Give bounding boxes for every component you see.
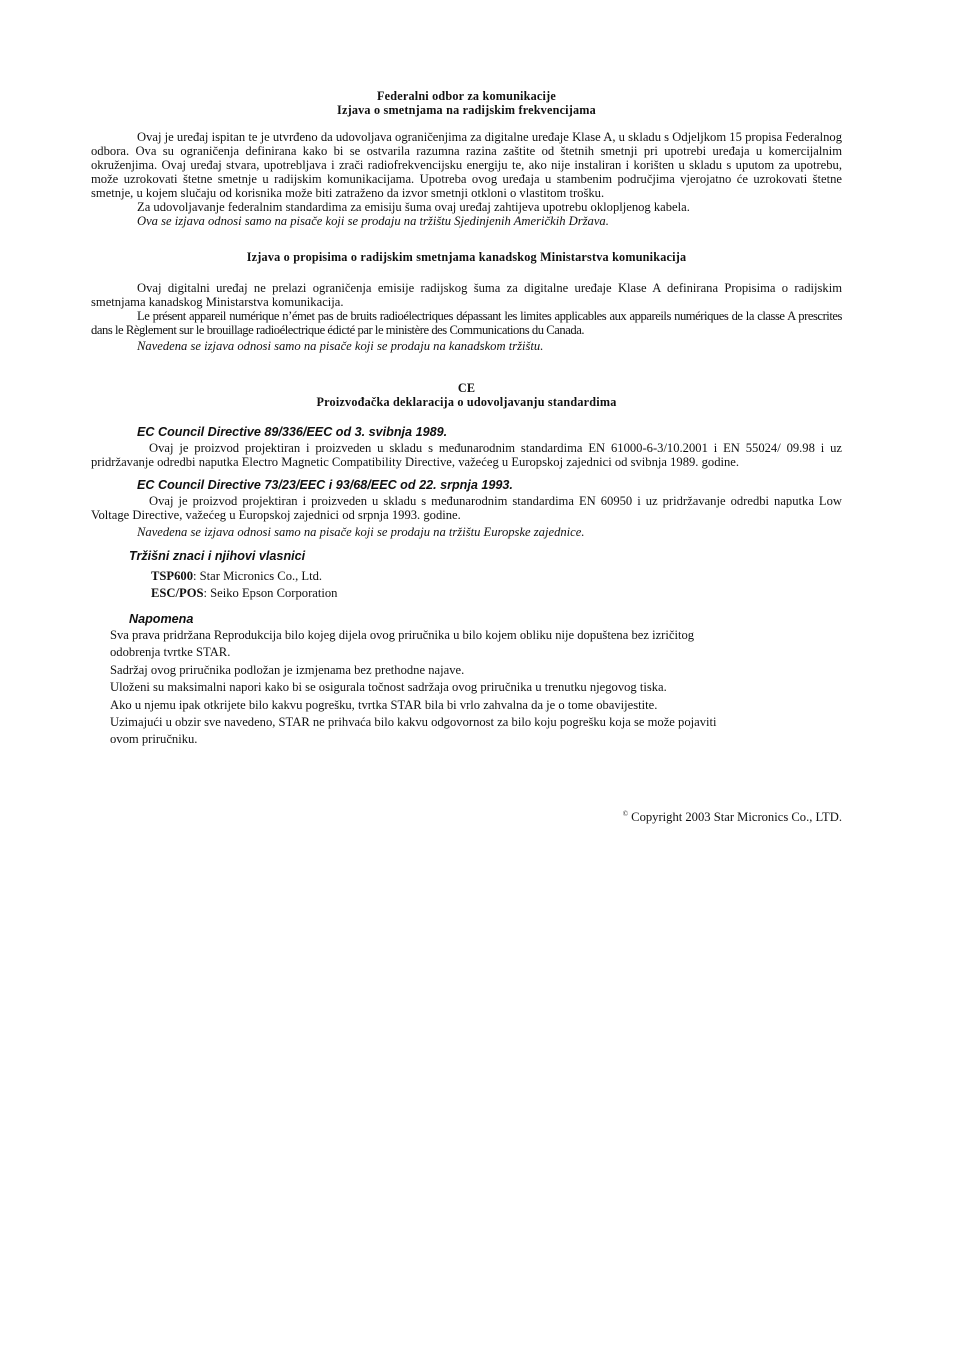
directive-1-text: Ovaj je proizvod projektiran i proizveden u skladu s međunarodnim standardima EN 61000-6-3/10.2001 i EN 55024/ 09.98 i uz pridržavanje odredbi naputka Electro Magnetic Compatibility Directive, važećeg u Europskoj zajednici od svibnja 1989. godine. [91, 441, 842, 469]
fcc-note: Ova se izjava odnosi samo na pisače koji se prodaju na tržištu Sjedinjenih Američkih Država. [137, 214, 609, 228]
fcc-paragraph-2: Za udovoljavanje federalnim standardima za emisiju šuma ovaj uređaj zahtijeva upotrebu oklopljenog kabela. [137, 200, 690, 214]
trademarks-title: Tržišni znaci i njihovi vlasnici [129, 549, 306, 563]
notice-line: ovom priručniku. [110, 732, 198, 747]
notice-body [91, 627, 842, 749]
trademark-owner: : Seiko Epson Corporation [203, 586, 338, 600]
notice-line: Uzimajući u obzir sve navedeno, STAR ne prihvaća bilo kakvu odgovornost za bilo koju pogrešku koja se može pojaviti [110, 715, 717, 730]
notice-line: Ako u njemu ipak otkrijete bilo kakvu pogrešku, tvrtka STAR bila bi vrlo zahvalna da je o tome obavijestite. [110, 697, 658, 712]
copyright-text: Copyright 2003 Star Micronics Co., LTD. [628, 809, 842, 824]
canada-paragraph-2: Le présent appareil numérique n’émet pas de bruits radioélectriques dépassant les limites applicables aux appareils numériques de la classe A prescrites dans le Règlement sur le brouillage radioélectrique édicté par le ministère des Communications du Canada. [91, 309, 842, 337]
fcc-title-line1: Federalni odbor za komunikacije [377, 89, 556, 103]
notice-line: Sva prava pridržana Reprodukcija bilo kojeg dijela ovog priručnika u bilo kojem obliku nije dopuštena bez izričitog [110, 628, 695, 642]
directive-2-text: Ovaj je proizvod projektiran i proizveden u skladu s međunarodnim standardima EN 60950 i uz pridržavanje odredbi naputka Low Voltage Directive, važećeg u Europskoj zajednici od srpnja 1993. godine. [91, 494, 842, 522]
trademark-item-2 [91, 585, 842, 602]
ce-note: Navedena se izjava odnosi samo na pisače koji se prodaju na tržištu Europske zajednice. [137, 525, 585, 539]
copyright-symbol: © [622, 809, 629, 818]
ce-title-line1: CE [457, 381, 476, 395]
canada-title: Izjava o propisima o radijskim smetnjama kanadskog Ministarstva komunikacija [246, 250, 687, 264]
trademark-item-1 [91, 568, 842, 585]
directive-2-title: EC Council Directive 73/23/EEC i 93/68/EEC od 22. srpnja 1993. [137, 478, 513, 492]
copyright-notice [91, 807, 842, 824]
notice-title: Napomena [129, 612, 194, 626]
canada-note: Navedena se izjava odnosi samo na pisače koji se prodaju na kanadskom tržištu. [137, 339, 544, 353]
notice-line: Sadržaj ovog priručnika podložan je izmjenama bez prethodne najave. [110, 662, 465, 677]
ce-title-line2: Proizvođačka deklaracija o udovoljavanju standardima [316, 395, 617, 409]
fcc-title-line2: Izjava o smetnjama na radijskim frekvencijama [337, 103, 596, 117]
trademark-mark: ESC/POS [151, 586, 204, 600]
notice-line: odobrenja tvrtke STAR. [110, 645, 231, 660]
document-page [91, 89, 842, 824]
directive-1-title: EC Council Directive 89/336/EEC od 3. svibnja 1989. [137, 425, 448, 439]
notice-line: Uloženi su maksimalni napori kako bi se osigurala točnost sadržaja ovog priručnika u trenutku njegovog tiska. [110, 680, 667, 695]
trademark-owner: : Star Micronics Co., Ltd. [193, 569, 323, 583]
trademark-mark: TSP600 [151, 569, 193, 583]
canada-paragraph-1: Ovaj digitalni uređaj ne prelazi ograničenja emisije radijskog šuma za digitalne uređaje Klase A definirana Propisima o radijskim smetnjama kanadskog Ministarstva komunikacija. [91, 281, 842, 309]
fcc-paragraph-1: Ovaj je uređaj ispitan te je utvrđeno da udovoljava ograničenjima za digitalne uređaje Klase A, u skladu s Odjeljkom 15 propisa Federalnog odbora. Ova su ograničenja definirana kako bi se ostvarila razumna razina zaštite od štetnih smetnji pri upotrebi uređaja u komercijalnim okruženjima. Ovaj uređaj stvara, upotrebljava i zrači radiofrekvencijsku energiju te, ako nije instaliran i korišten u skladu s uputom za upotrebu, može uzrokovati štetne smetnje u radijskim komunikacijama. Upotreba ovog uređaja u stambenim područjima vjerojatno će uzrokovati štetne smetnje, u kojem slučaju od korisnika može biti zatraženo da izvor smetnji otkloni o vlastitom trošku. [91, 130, 842, 200]
